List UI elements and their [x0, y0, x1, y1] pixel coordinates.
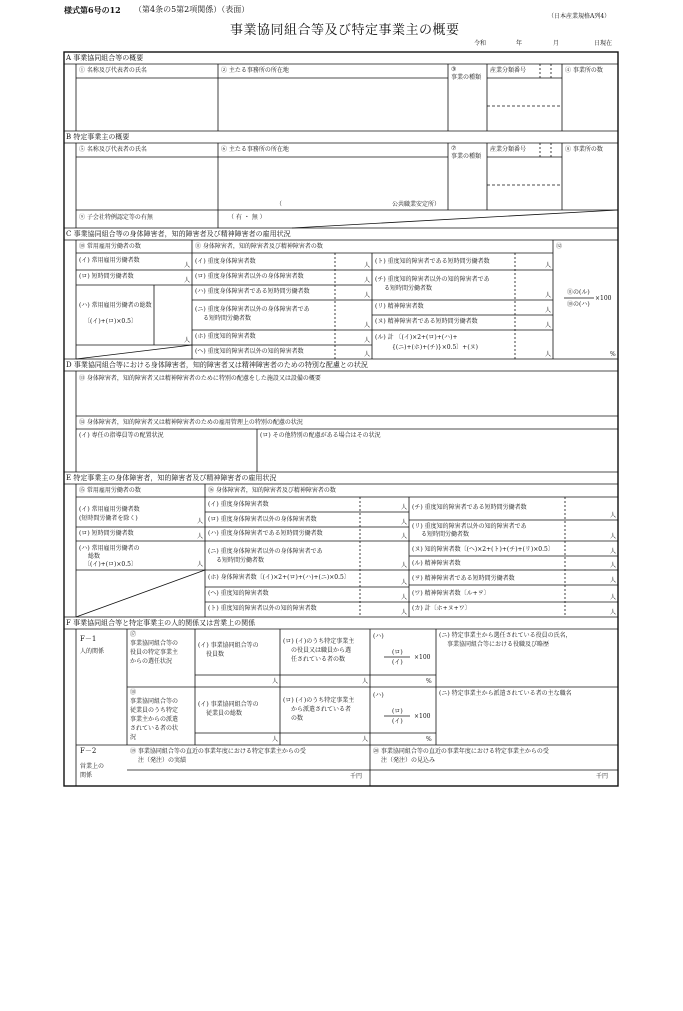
- e-right-5: (ヲ) 精神障害者である短時間労働者数: [412, 575, 515, 582]
- c-percent-unit: %: [610, 351, 616, 358]
- f19-unit: 千円: [350, 773, 363, 780]
- e-unit: 人: [610, 609, 617, 616]
- b-subsidiary-choice[interactable]: （ 有 ・ 無 ）: [228, 214, 266, 221]
- e-mid-3: (ハ) 重度身体障害者である短時間労働者数: [208, 530, 323, 537]
- date-era: 令和: [474, 40, 487, 47]
- f18-dispatched-1: (ロ) (イ)のうち特定事業主: [283, 697, 355, 704]
- e-unit: 人: [610, 512, 617, 519]
- e-unit: 人: [610, 594, 617, 601]
- e-right-3: (ヌ) 知的障害者数〔(ヘ)×2+(ト)+(チ)+(リ)×0.5〕: [412, 546, 554, 553]
- c-right-2: (チ) 重度知的障害者以外の知的障害者であ: [375, 276, 490, 283]
- c-right-5: (ル) 計 〔(イ)×2+(ロ)+(ハ)+: [375, 334, 458, 341]
- c-unit: 人: [545, 307, 552, 314]
- f17-ratio-top: (ロ): [392, 649, 403, 656]
- e-left-1b: (短時間労働者を除く): [79, 515, 138, 522]
- f17-officer-names-1: (ニ) 特定事業主から選任されている役員の氏名，: [439, 632, 572, 639]
- f2-sublabel-1: 営業上の: [80, 763, 105, 770]
- e-right-7: (カ) 計〔ホ+ヌ+ワ〕: [412, 605, 471, 612]
- c-left-2: (ロ) 短時間労働者数: [79, 273, 134, 280]
- c-unit: 人: [545, 292, 552, 299]
- e-unit: 人: [610, 577, 617, 584]
- c-mid-1: (イ) 重度身体障害者数: [195, 258, 256, 265]
- b-public-office: 公共職業安定所）: [392, 201, 441, 208]
- page-title: 事業協同組合等及び特定事業主の概要: [230, 23, 460, 38]
- date-year: 年: [516, 40, 523, 47]
- f18-ratio-top: (ロ): [392, 708, 403, 715]
- e-left-3b: 総数: [88, 553, 101, 560]
- c-mid-4: (ニ) 重度身体障害者以外の身体障害者であ: [195, 306, 310, 313]
- a-business-type-label: 事業の種類: [451, 74, 482, 81]
- f17-text-2: 役員の特定事業主: [130, 649, 179, 656]
- c-rate-label: ⑫: [556, 243, 563, 250]
- e-mid-2: (ロ) 重度身体障害者以外の身体障害者数: [208, 516, 317, 523]
- c-left-1: (イ) 常用雇用労働者数: [79, 257, 140, 264]
- e-unit: 人: [401, 609, 408, 616]
- e-unit: 人: [610, 533, 617, 540]
- e-left-3c: 〔(イ)+(ロ)×0.5〕: [84, 561, 137, 568]
- d-other-label: (ロ) その他特別の配慮がある場合はその状況: [260, 432, 381, 439]
- f19-label-1: ⑲ 事業協同組合等の直近の事業年度における特定事業主からの受: [130, 748, 306, 755]
- e-right-4: (ル) 精神障害者数: [412, 560, 461, 567]
- a-name-label: ① 名称及び代表者の氏名: [79, 67, 147, 74]
- c-right-5b: {(ニ)+(ホ)+(チ)}×0.5〕+(ヌ): [392, 344, 479, 351]
- f18-unit: 人: [272, 736, 279, 743]
- e-unit: 人: [401, 519, 408, 526]
- e-mid-7: (ト) 重度知的障害者以外の知的障害者数: [208, 605, 317, 612]
- c-ratio-multiplier: ×100: [595, 295, 612, 302]
- c-unit: 人: [545, 322, 552, 329]
- e-unit: 人: [197, 561, 204, 568]
- e-unit: 人: [401, 533, 408, 540]
- form-number: 様式第6号の12: [64, 5, 121, 15]
- f1-sublabel: 人的関係: [80, 648, 105, 655]
- e-mid-4: (ニ) 重度身体障害者以外の身体障害者であ: [208, 548, 323, 555]
- c-mid-5: (ホ) 重度知的障害者数: [195, 333, 256, 340]
- e-unit: 人: [610, 562, 617, 569]
- e-employee-count-label: ⑮ 常用雇用労働者の数: [79, 487, 141, 494]
- f18-text-2: 従業員のうち特定: [130, 707, 179, 714]
- f18-dispatched-2: から派遣されている者: [291, 706, 352, 713]
- a-business-num: ③: [451, 66, 457, 73]
- c-unit: 人: [184, 277, 191, 284]
- f17-pct: %: [426, 678, 432, 685]
- b-office-count-label: ⑧ 事業所の数: [565, 146, 603, 153]
- f17-ratio-bottom: (イ): [392, 659, 403, 666]
- e-mid-5: (ホ) 身体障害者数〔(イ)×2+(ロ)+(ハ)+(ニ)×0.5〕: [208, 574, 350, 581]
- e-unit: 人: [197, 533, 204, 540]
- c-unit: 人: [364, 277, 371, 284]
- c-ratio-top: ⑪の(ル): [567, 289, 590, 296]
- f18-text-1: 事業協同組合等の: [130, 698, 179, 705]
- f17-officer-names-2: 事業協同組合等における役職及び略歴: [447, 641, 550, 648]
- e-right-2: (リ) 重度知的障害者以外の知的障害者であ: [412, 523, 527, 530]
- f2-sublabel-2: 関係: [80, 772, 93, 779]
- c-mid-2: (ロ) 重度身体障害者以外の身体障害者数: [195, 273, 304, 280]
- f20-label-2: 注（発注）の見込み: [381, 757, 436, 764]
- c-disabled-count-label: ⑪ 身体障害者，知的障害者及び精神障害者の数: [195, 243, 323, 250]
- c-mid-6: (ヘ) 重度知的障害者以外の知的障害者数: [195, 348, 304, 355]
- f18-text-3: 事業主からの派遣: [130, 716, 179, 723]
- f18-text-4: されている者の状: [130, 725, 179, 732]
- e-unit: 人: [197, 518, 204, 525]
- e-left-3: (ハ) 常用雇用労働者の: [79, 545, 140, 552]
- c-unit: 人: [364, 351, 371, 358]
- c-right-1: (ト) 重度知的障害者である短時間労働者数: [375, 258, 490, 265]
- f1-label: F－1: [80, 635, 97, 643]
- f17-officers-2: 役員数: [206, 651, 225, 658]
- c-mid-3: (ハ) 重度身体障害者である短時間労働者数: [195, 288, 310, 295]
- d-facility-label: ⑬ 身体障害者，知的障害者又は精神障害者のために特別の配慮をした施設又は設備の概要: [79, 375, 321, 382]
- date-month: 月: [553, 40, 560, 47]
- f18-job-titles: (ニ) 特定事業主から派遣されている者の主な職名: [439, 690, 572, 697]
- e-unit: 人: [401, 594, 408, 601]
- date-day: 日現在: [594, 40, 613, 47]
- b-industry-code-label: 産業分類番号: [490, 146, 527, 153]
- c-left-3: (ハ) 常用雇用労働者の総数: [79, 302, 152, 309]
- c-unit: 人: [545, 262, 552, 269]
- f17-ratio-multiplier: ×100: [414, 654, 431, 661]
- f18-employees-2: 従業員の総数: [206, 710, 243, 717]
- section-a-title: A 事業協同組合等の概要: [66, 54, 144, 62]
- f20-label-1: ⑳ 事業協同組合等の直近の事業年度における特定事業主からの受: [373, 748, 549, 755]
- b-business-type-label: 事業の種類: [451, 153, 482, 160]
- c-unit: 人: [364, 292, 371, 299]
- c-unit: 人: [364, 322, 371, 329]
- form-reference: （第4条の5第2項関係）（表面）: [134, 5, 250, 14]
- c-unit: 人: [364, 337, 371, 344]
- e-unit: 人: [610, 548, 617, 555]
- f18-ratio-multiplier: ×100: [414, 713, 431, 720]
- f17-text-1: 事業協同組合等の: [130, 640, 179, 647]
- b-address-label: ⑥ 主たる事務所の所在地: [221, 146, 289, 153]
- e-left-2: (ロ) 短時間労働者数: [79, 530, 134, 537]
- e-mid-1: (イ) 重度身体障害者数: [208, 501, 269, 508]
- d-instructor-label: (イ) 専任の指導員等の配置状況: [79, 432, 164, 439]
- f17-unit: 人: [272, 678, 279, 685]
- c-right-2b: る短時間労働者数: [384, 285, 433, 292]
- section-d-title: D 事業協同組合等における身体障害者，知的障害者又は精神障害者のための特別な配慮との状況: [66, 361, 368, 369]
- e-unit: 人: [401, 579, 408, 586]
- jis-note: （日本産業規格A列4）: [548, 13, 611, 20]
- f17-num: ⑰: [130, 631, 137, 638]
- e-mid-6: (ヘ) 重度知的障害者数: [208, 590, 269, 597]
- f18-ratio-label: (ハ): [373, 692, 384, 699]
- c-left-4: 〔(イ)+(ロ)×0.5〕: [84, 318, 137, 325]
- f18-num: ⑱: [130, 689, 137, 696]
- c-mid-4b: る短時間労働者数: [203, 315, 252, 322]
- f17-unit: 人: [362, 678, 369, 685]
- e-left-1: (イ) 常用雇用労働者数: [79, 506, 140, 513]
- c-right-4: (ヌ) 精神障害者である短時間労働者数: [375, 318, 478, 325]
- f17-text-3: からの選任状況: [130, 658, 173, 665]
- f18-ratio-bottom: (イ): [392, 718, 403, 725]
- e-unit: 人: [401, 562, 408, 569]
- f17-selected-2: の役員又は職員から選: [291, 647, 352, 654]
- f18-dispatched-3: の数: [291, 715, 304, 722]
- section-f-title: F 事業協同組合等と特定事業主の人的関係又は営業上の関係: [66, 619, 256, 627]
- c-unit: 人: [184, 337, 191, 344]
- f17-officers-1: (イ) 事業協同組合等の: [198, 642, 259, 649]
- e-disabled-count-label: ⑯ 身体障害者，知的障害者及び精神障害者の数: [208, 487, 336, 494]
- f17-selected-3: 任されている者の数: [291, 656, 346, 663]
- e-right-2b: る短時間労働者数: [421, 531, 470, 538]
- f17-ratio-label: (ハ): [373, 633, 384, 640]
- b-office-paren: （: [276, 201, 283, 208]
- c-unit: 人: [545, 351, 552, 358]
- section-b-title: B 特定事業主の概要: [66, 133, 130, 141]
- e-right-6: (ワ) 精神障害者数〔ル+ヲ〕: [412, 590, 490, 597]
- f18-pct: %: [426, 736, 432, 743]
- section-c-title: C 事業協同組合等の身体障害者，知的障害者及び精神障害者の雇用状況: [66, 230, 291, 238]
- d-management-label: ⑭ 身体障害者，知的障害者又は精神障害者のための雇用管理上の特別の配慮の状況: [79, 419, 303, 426]
- e-mid-4b: る短時間労働者数: [216, 557, 265, 564]
- b-name-label: ⑤ 名称及び代表者の氏名: [79, 146, 147, 153]
- a-industry-code-label: 産業分類番号: [490, 67, 527, 74]
- f18-employees-1: (イ) 事業協同組合等の: [198, 701, 259, 708]
- f20-unit: 千円: [596, 773, 609, 780]
- c-employee-count-label: ⑩ 常用雇用労働者の数: [79, 243, 141, 250]
- a-address-label: ② 主たる事務所の所在地: [221, 67, 289, 74]
- f19-label-2: 注（発注）の実績: [138, 757, 187, 764]
- f2-label: F－2: [80, 747, 97, 755]
- f18-text-5: 況: [130, 734, 137, 741]
- c-right-3: (リ) 精神障害者数: [375, 303, 424, 310]
- b-subsidiary-label: ⑨ 子会社特例認定等の有無: [79, 214, 153, 221]
- e-right-1: (チ) 重度知的障害者である短時間労働者数: [412, 504, 527, 511]
- a-office-count-label: ④ 事業所の数: [565, 67, 603, 74]
- f17-selected-1: (ロ) (イ)のうち特定事業主: [283, 638, 355, 645]
- section-e-title: E 特定事業主の身体障害者，知的障害者及び精神障害者の雇用状況: [66, 474, 277, 482]
- c-unit: 人: [364, 262, 371, 269]
- c-unit: 人: [184, 262, 191, 269]
- e-unit: 人: [401, 504, 408, 511]
- c-ratio-bottom: ⑩の(ハ): [567, 301, 590, 308]
- b-business-num: ⑦: [451, 145, 457, 152]
- f18-unit: 人: [362, 736, 369, 743]
